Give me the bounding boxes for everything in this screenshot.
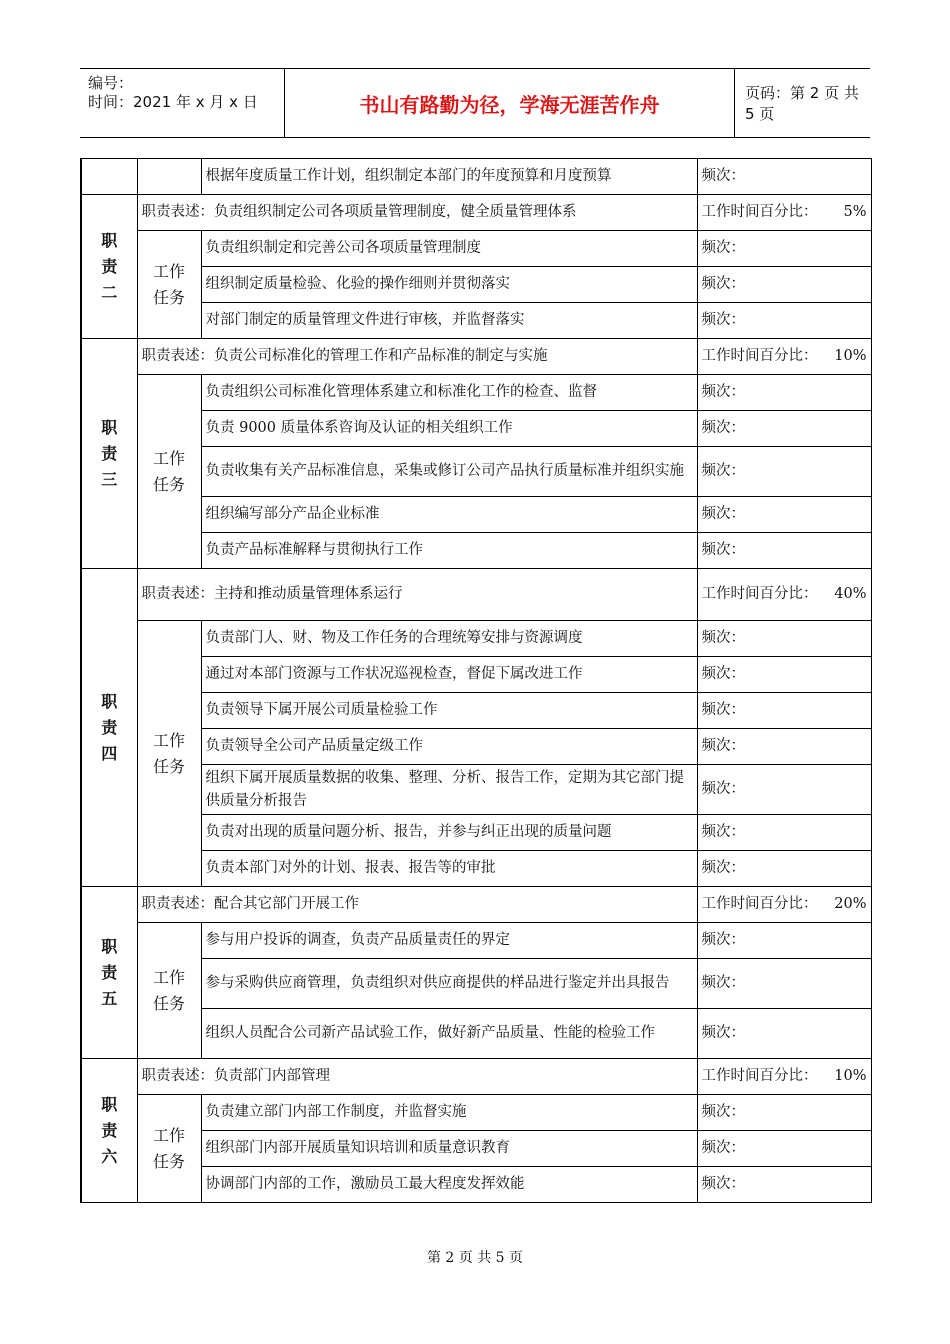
duty-label-text: 职责二 xyxy=(101,230,118,302)
task-text: 参与采购供应商管理，负责组织对供应商提供的样品进行鉴定并出具报告 xyxy=(201,959,697,1009)
duty-label-text: 职责四 xyxy=(101,691,118,763)
task-label-text: 工作任务 xyxy=(152,261,185,307)
pct-value: 5% xyxy=(843,204,867,220)
pct-label: 工作时间百分比： xyxy=(701,1068,818,1084)
freq-cell: 频次： xyxy=(697,303,871,339)
freq-cell: 频次： xyxy=(697,231,871,267)
pct-label: 工作时间百分比： xyxy=(701,896,818,912)
task-text: 协调部门内部的工作，激励员工最大程度发挥效能 xyxy=(201,1167,697,1203)
pct-value: 10% xyxy=(834,1068,867,1084)
duty-table xyxy=(80,158,872,1203)
table-row xyxy=(81,159,871,195)
freq-cell: 频次： xyxy=(697,1009,871,1059)
table-row xyxy=(81,1059,871,1095)
task-text: 负责组织公司标准化管理体系建立和标准化工作的检查、监督 xyxy=(201,375,697,411)
task-text: 负责领导全公司产品质量定级工作 xyxy=(201,729,697,765)
task-group-label xyxy=(137,231,201,339)
doc-date: 时间：2021 年 x 月 x 日 xyxy=(88,93,258,111)
task-text: 负责本部门对外的计划、报表、报告等的审批 xyxy=(201,851,697,887)
task-label-text: 工作任务 xyxy=(152,967,185,1013)
duty-description: 职责表述：配合其它部门开展工作 xyxy=(137,887,697,923)
freq-cell: 频次： xyxy=(697,447,871,497)
task-group-label xyxy=(137,923,201,1059)
pct-cell xyxy=(697,569,871,621)
freq-cell: 频次： xyxy=(697,815,871,851)
task-text: 根据年度质量工作计划，组织制定本部门的年度预算和月度预算 xyxy=(201,159,697,195)
table-row xyxy=(81,569,871,621)
table-row xyxy=(81,231,871,267)
freq-cell: 频次： xyxy=(697,533,871,569)
pct-value: 10% xyxy=(834,348,867,364)
task-text: 负责组织制定和完善公司各项质量管理制度 xyxy=(201,231,697,267)
task-text: 组织下属开展质量数据的收集、整理、分析、报告工作，定期为其它部门提供质量分析报告 xyxy=(201,765,697,815)
freq-cell: 频次： xyxy=(697,765,871,815)
header-motto: 书山有路勤为径，学海无涯苦作舟 xyxy=(285,69,735,137)
freq-cell: 频次： xyxy=(697,923,871,959)
duty-description: 职责表述：负责组织制定公司各项质量管理制度，健全质量管理体系 xyxy=(137,195,697,231)
freq-cell: 频次： xyxy=(697,375,871,411)
freq-cell: 频次： xyxy=(697,657,871,693)
task-label-text: 工作任务 xyxy=(152,448,185,494)
empty-cell xyxy=(137,159,201,195)
task-text: 组织人员配合公司新产品试验工作，做好新产品质量、性能的检验工作 xyxy=(201,1009,697,1059)
task-text: 负责收集有关产品标准信息，采集或修订公司产品执行质量标准并组织实施 xyxy=(201,447,697,497)
pct-label: 工作时间百分比： xyxy=(701,204,818,220)
task-text: 负责领导下属开展公司质量检验工作 xyxy=(201,693,697,729)
task-text: 通过对本部门资源与工作状况巡视检查，督促下属改进工作 xyxy=(201,657,697,693)
task-text: 参与用户投诉的调查，负责产品质量责任的界定 xyxy=(201,923,697,959)
pct-value: 40% xyxy=(834,586,867,602)
task-group-label xyxy=(137,1095,201,1203)
task-text: 负责产品标准解释与贯彻执行工作 xyxy=(201,533,697,569)
duty-label xyxy=(81,569,137,887)
task-text: 组织制定质量检验、化验的操作细则并贯彻落实 xyxy=(201,267,697,303)
task-text: 组织编写部分产品企业标准 xyxy=(201,497,697,533)
table-row xyxy=(81,339,871,375)
freq-cell: 频次： xyxy=(697,1131,871,1167)
page-header xyxy=(80,68,870,138)
duty-label xyxy=(81,195,137,339)
duty-description: 职责表述：负责部门内部管理 xyxy=(137,1059,697,1095)
table-row xyxy=(81,621,871,657)
pct-label: 工作时间百分比： xyxy=(701,586,818,602)
task-text: 对部门制定的质量管理文件进行审核，并监督落实 xyxy=(201,303,697,339)
freq-cell: 频次： xyxy=(697,621,871,657)
task-label-text: 工作任务 xyxy=(152,1125,185,1171)
freq-cell: 频次： xyxy=(697,497,871,533)
freq-cell: 频次： xyxy=(697,729,871,765)
page-footer xyxy=(0,1247,950,1267)
duty-label-text: 职责三 xyxy=(101,417,118,489)
duty-label xyxy=(81,887,137,1059)
table-row xyxy=(81,375,871,411)
duty-description: 职责表述：主持和推动质量管理体系运行 xyxy=(137,569,697,621)
header-page-number: 页码：第 2 页 共 5 页 xyxy=(745,84,859,123)
duty-label-text: 职责六 xyxy=(101,1094,118,1166)
freq-cell: 频次： xyxy=(697,1095,871,1131)
freq-cell: 频次： xyxy=(697,959,871,1009)
table-row xyxy=(81,195,871,231)
freq-cell: 频次： xyxy=(697,693,871,729)
task-label-text: 工作任务 xyxy=(152,730,185,776)
freq-cell: 频次： xyxy=(697,1167,871,1203)
duty-label xyxy=(81,1059,137,1203)
table-row xyxy=(81,1095,871,1131)
header-info xyxy=(80,69,285,137)
pct-value: 20% xyxy=(834,896,867,912)
pct-cell xyxy=(697,887,871,923)
pct-cell xyxy=(697,1059,871,1095)
freq-cell: 频次： xyxy=(697,267,871,303)
duty-label-text: 职责五 xyxy=(101,936,118,1008)
task-group-label xyxy=(137,375,201,569)
duty-description: 职责表述：负责公司标准化的管理工作和产品标准的制定与实施 xyxy=(137,339,697,375)
task-text: 负责建立部门内部工作制度，并监督实施 xyxy=(201,1095,697,1131)
freq-cell: 频次： xyxy=(697,159,871,195)
task-text: 负责对出现的质量问题分析、报告，并参与纠正出现的质量问题 xyxy=(201,815,697,851)
duty-label xyxy=(81,339,137,569)
table-row xyxy=(81,923,871,959)
freq-cell: 频次： xyxy=(697,851,871,887)
freq-cell: 频次： xyxy=(697,411,871,447)
table-row xyxy=(81,887,871,923)
footer-page-number: 第 2 页 共 5 页 xyxy=(426,1250,524,1266)
pct-label: 工作时间百分比： xyxy=(701,348,818,364)
task-group-label xyxy=(137,621,201,887)
task-text: 负责 9000 质量体系咨询及认证的相关组织工作 xyxy=(201,411,697,447)
pct-cell xyxy=(697,195,871,231)
doc-code: 编号： xyxy=(88,74,134,92)
task-text: 组织部门内部开展质量知识培训和质量意识教育 xyxy=(201,1131,697,1167)
pct-cell xyxy=(697,339,871,375)
empty-label-cell xyxy=(81,159,137,195)
task-text: 负责部门人、财、物及工作任务的合理统筹安排与资源调度 xyxy=(201,621,697,657)
